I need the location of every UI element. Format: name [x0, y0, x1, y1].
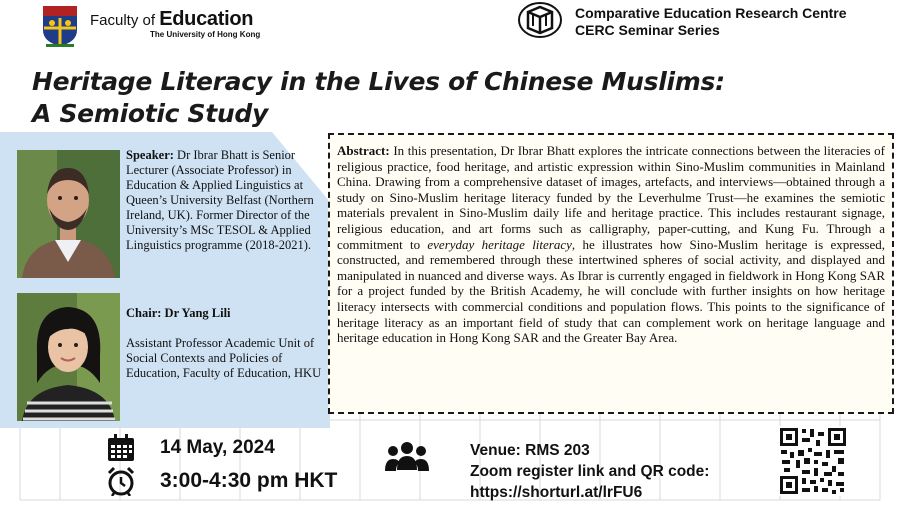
- faculty-prefix: Faculty of: [90, 12, 156, 29]
- title-line-1: Heritage Literacy in the Lives of Chinese Muslims:: [32, 67, 725, 96]
- title-line-2: A Semiotic Study: [32, 99, 268, 128]
- venue-info: [470, 440, 709, 503]
- abstract-body-2: , he illustrates how Sino-Muslim heritage is expressed, constructed, and remembered through these intertwined spheres of social activity, and displayed and manipulated in nuanced and diverse ways. As Ibrar is currently engaged in fieldwork in Hong Kong SAR for a project funded by the British Academy, he will conclude with further insights on how heritage literacy intersects with commercial conditions and population flows. This points to the significance of heritage literacy as an important field of study that can complement work on heritage language and heritage education in Hong Kong SAR and the Greater Bay Area.: [337, 236, 886, 346]
- abstract-text: [337, 143, 885, 346]
- speaker-bio: Dr Ibrar Bhatt is Senior Lecturer (Associate Professor) in Education & Applied Linguistics at Queen’s University Belfast (Northern Ireland, UK). Former Director of the University’s MSc TESOL & Applied Linguistics programme (2018-2021).: [126, 148, 314, 252]
- zoom-text: Zoom register link and QR code:: [470, 463, 710, 480]
- centre-heading: [575, 5, 847, 39]
- chair-name: Dr Yang Lili: [164, 306, 231, 320]
- speaker-photo: [17, 150, 120, 278]
- chair-photo: [17, 293, 120, 421]
- abstract-box: [328, 133, 894, 414]
- alarm-clock-icon: [106, 466, 136, 496]
- faculty-name: Education: [159, 8, 254, 30]
- cerc-logo: [518, 2, 562, 38]
- group-people-icon: [384, 440, 430, 474]
- chair-role: Assistant Professor Academic Unit of Social Contexts and Policies of Education, Faculty of Education, HKU: [126, 336, 322, 380]
- event-time: 3:00-4:30 pm HKT: [160, 469, 338, 492]
- qr-code-icon[interactable]: [778, 426, 848, 496]
- faculty-heading: [90, 10, 260, 40]
- seminar-title: [32, 66, 892, 130]
- chair-label: Chair:: [126, 306, 162, 320]
- abstract-emphasis: everyday heritage literacy: [427, 236, 572, 252]
- speaker-label: Speaker:: [126, 148, 174, 162]
- calendar-icon: [106, 434, 136, 462]
- hku-crest-logo: [40, 4, 80, 48]
- university-name: The University of Hong Kong: [150, 30, 261, 39]
- abstract-label: Abstract:: [337, 143, 390, 158]
- zoom-link[interactable]: https://shorturl.at/lrFU6: [470, 484, 643, 501]
- chair-info: [126, 306, 326, 381]
- abstract-body-1: In this presentation, Dr Ibrar Bhatt explores the intricate connections between the literacies of religious practice, food heritage, and artistic expression within Sino-Muslim communities in Mainland China. Drawing from a comprehensive dataset of images, artefacts, and interviews—obtained through a study on Sino-Muslim heritage literacy funded by the Leverhulme Trust—he examines the semiotic materials prevalent in Sino-Muslim daily life and heritage practice. This includes restaurant signage, religious education, and art forms such as calligraphy, paper-cutting, and Kung Fu. Through a commitment to: [337, 143, 886, 252]
- centre-name: Comparative Education Research Centre: [575, 5, 847, 21]
- venue-text: Venue: RMS 203: [470, 442, 590, 459]
- speaker-info: [126, 148, 326, 253]
- seminar-series: CERC Seminar Series: [575, 22, 720, 38]
- event-date: 14 May, 2024: [160, 437, 275, 458]
